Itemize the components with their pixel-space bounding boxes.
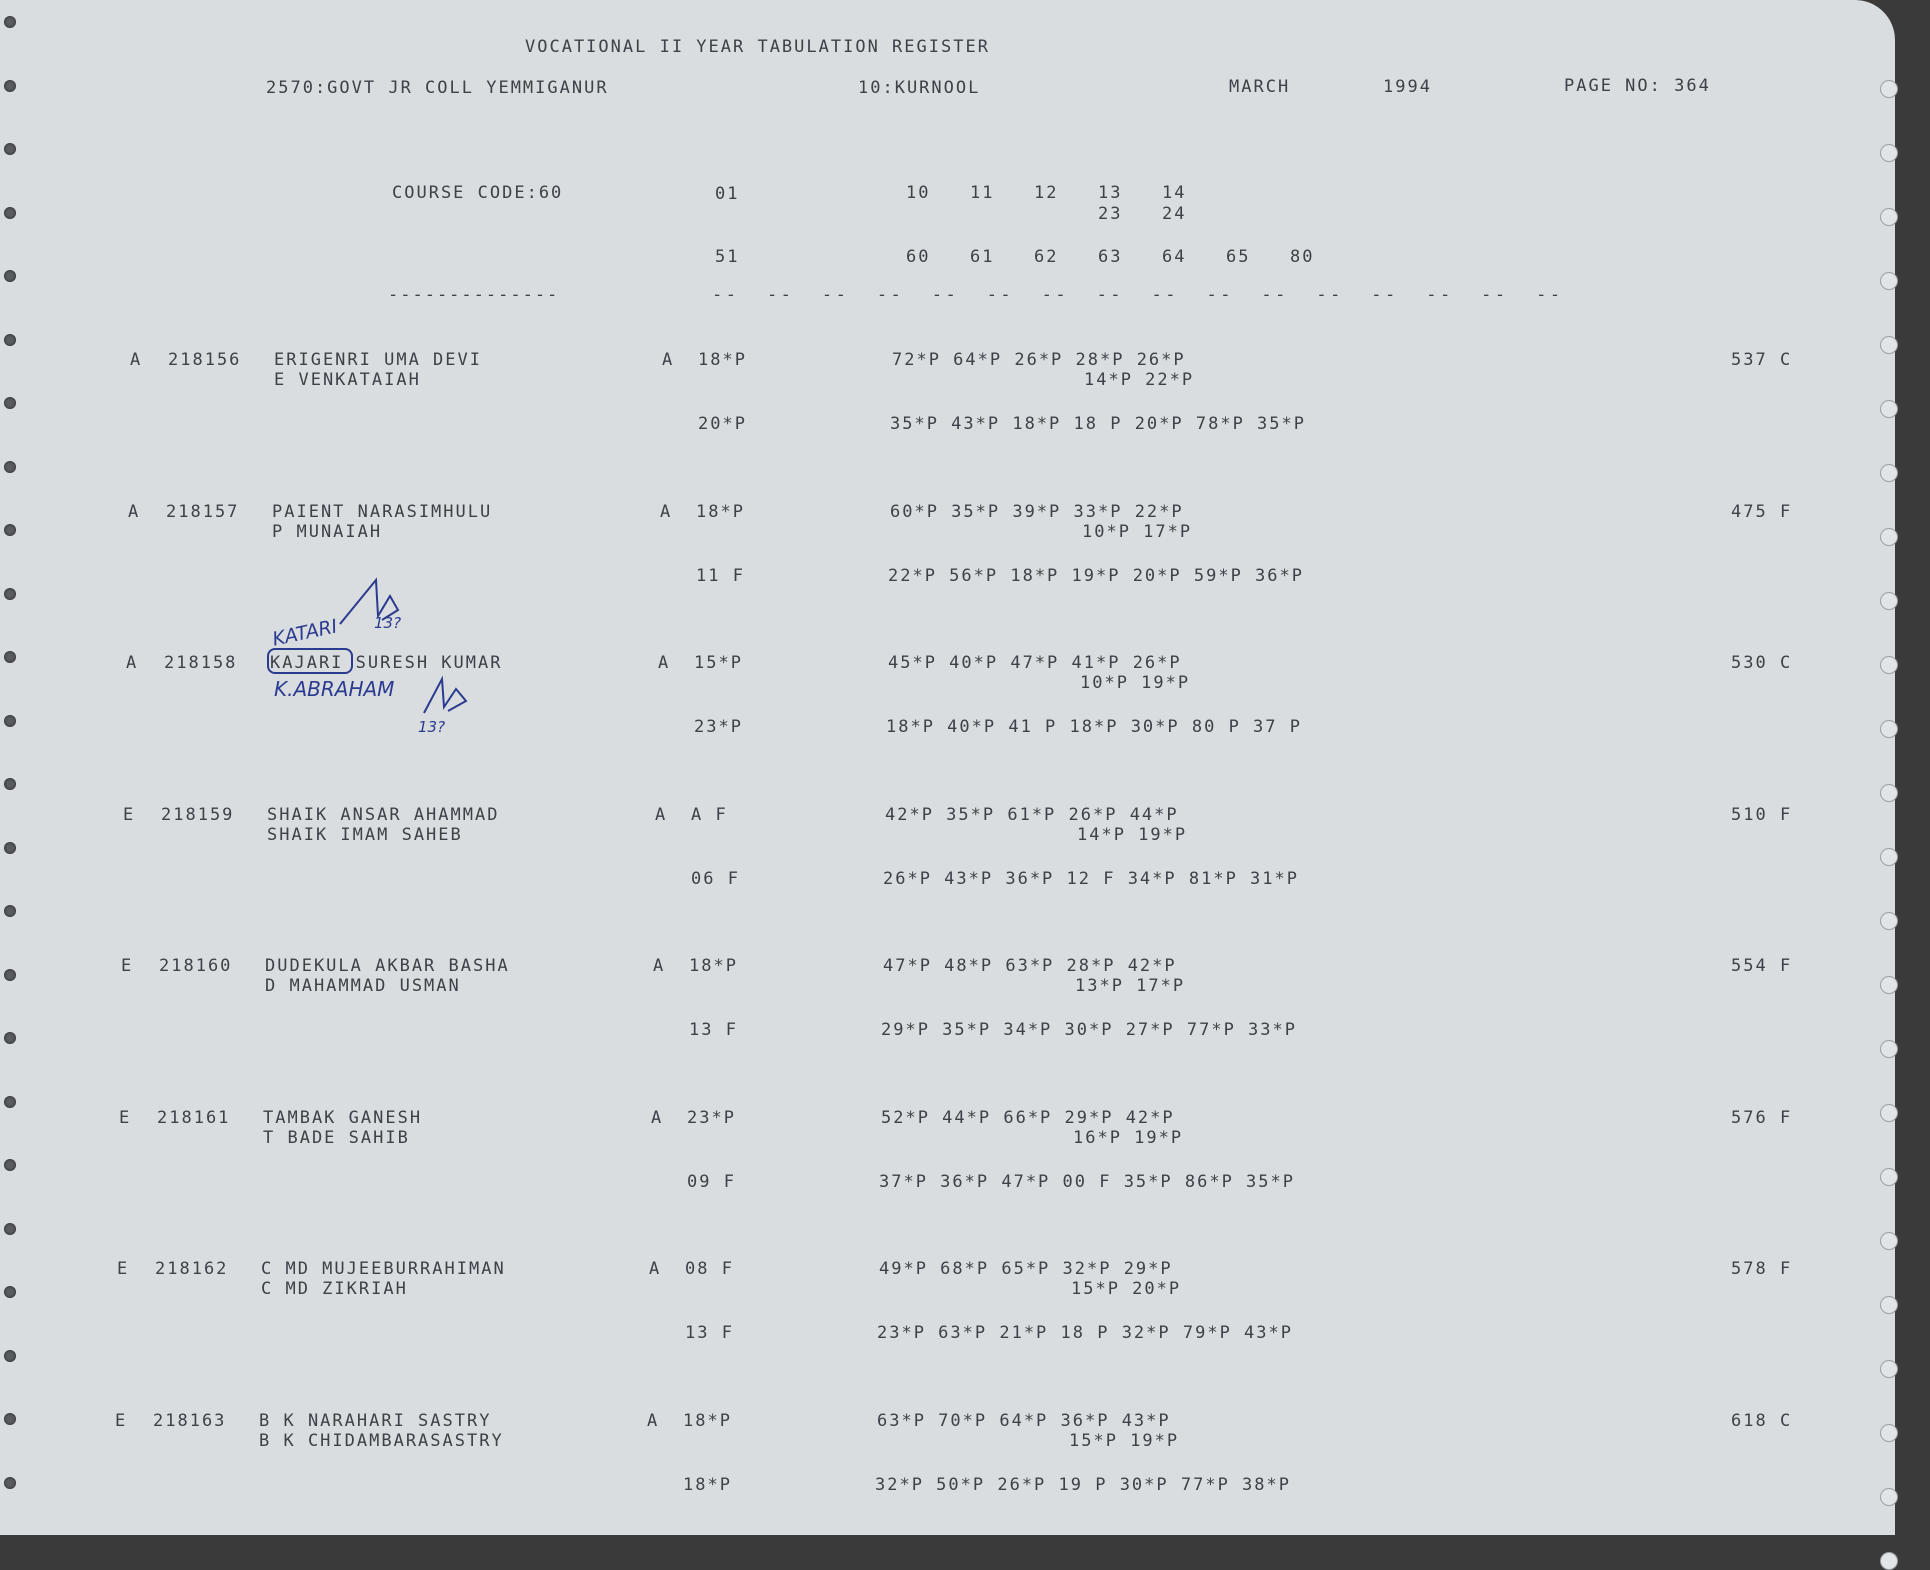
feed-hole — [1880, 592, 1898, 610]
student-name: C MD MUJEEBURRAHIMAN — [261, 1259, 506, 1279]
binding-hole — [4, 143, 16, 155]
roll-number: 218157 — [166, 502, 240, 522]
parent-name: SHAIK IMAM SAHEB — [267, 825, 463, 845]
subject-51-mark: 06 F — [691, 869, 740, 889]
marks-row-1: 60*P 35*P 39*P 33*P 22*P — [890, 502, 1184, 522]
marks-row-3: 23*P 63*P 21*P 18 P 32*P 79*P 43*P — [877, 1323, 1293, 1343]
feed-hole — [1880, 1488, 1898, 1506]
total-result: 510 F — [1731, 805, 1793, 825]
binding-hole — [4, 334, 16, 346]
heading-rule-name: -------------- — [388, 285, 560, 305]
col-head-65: 65 — [1226, 247, 1251, 267]
binding-hole — [4, 905, 16, 917]
marks-row-3: 26*P 43*P 36*P 12 F 34*P 81*P 31*P — [883, 869, 1299, 889]
feed-hole — [1880, 1104, 1898, 1122]
total-result: 475 F — [1731, 502, 1793, 522]
feed-hole — [1880, 208, 1898, 226]
col-head-64: 64 — [1162, 247, 1187, 267]
marks-row-3: 35*P 43*P 18*P 18 P 20*P 78*P 35*P — [890, 414, 1306, 434]
feed-hole — [1880, 1232, 1898, 1250]
feed-hole — [1880, 1552, 1898, 1570]
feed-hole — [1880, 80, 1898, 98]
binding-hole — [4, 1159, 16, 1171]
marks-row-3: 29*P 35*P 34*P 30*P 27*P 77*P 33*P — [881, 1020, 1297, 1040]
handwritten-initials-note-bottom: 13? — [418, 718, 446, 736]
binding-hole — [4, 651, 16, 663]
exam-year: 1994 — [1383, 77, 1432, 97]
category: A — [128, 502, 141, 522]
binding-hole — [4, 588, 16, 600]
category: A — [130, 350, 143, 370]
marks-row-2: 14*P 22*P — [1084, 370, 1195, 390]
feed-hole — [1880, 976, 1898, 994]
college-name: 2570:GOVT JR COLL YEMMIGANUR — [266, 78, 609, 98]
medium: A — [658, 653, 671, 673]
signature-initials-bottom — [422, 675, 482, 725]
col-head-60: 60 — [906, 247, 931, 267]
roll-number: 218162 — [155, 1259, 229, 1279]
feed-hole — [1880, 336, 1898, 354]
binding-hole — [4, 969, 16, 981]
marks-row-2: 10*P 19*P — [1080, 673, 1191, 693]
medium: A — [649, 1259, 662, 1279]
binding-hole — [4, 778, 16, 790]
col-head-24: 24 — [1162, 204, 1187, 224]
category: E — [121, 956, 134, 976]
marks-row-1: 63*P 70*P 64*P 36*P 43*P — [877, 1411, 1171, 1431]
binding-hole — [4, 1032, 16, 1044]
feed-hole — [1880, 720, 1898, 738]
handwritten-correction-parent: K.ABRAHAM — [274, 677, 395, 701]
subject-01-mark: 18*P — [696, 502, 745, 522]
col-head-10: 10 — [906, 183, 931, 203]
medium: A — [660, 502, 673, 522]
binding-hole — [4, 397, 16, 409]
roll-number: 218156 — [168, 350, 242, 370]
binding-hole — [4, 524, 16, 536]
parent-name: D MAHAMMAD USMAN — [265, 976, 461, 996]
binding-hole — [4, 715, 16, 727]
binding-hole — [4, 1096, 16, 1108]
binding-hole — [4, 270, 16, 282]
marks-row-2: 13*P 17*P — [1075, 976, 1186, 996]
subject-01-mark: A F — [691, 805, 728, 825]
binding-hole — [4, 1413, 16, 1425]
roll-number: 218159 — [161, 805, 235, 825]
parent-name: P MUNAIAH — [272, 522, 383, 542]
category: E — [115, 1411, 128, 1431]
feed-hole — [1880, 272, 1898, 290]
col-head-23: 23 — [1098, 204, 1123, 224]
student-name: ERIGENRI UMA DEVI — [274, 350, 482, 370]
roll-number: 218163 — [153, 1411, 227, 1431]
marks-row-1: 45*P 40*P 47*P 41*P 26*P — [888, 653, 1182, 673]
feed-hole — [1880, 528, 1898, 546]
col-head-13: 13 — [1098, 183, 1123, 203]
col-head-11: 11 — [970, 183, 995, 203]
feed-hole — [1880, 784, 1898, 802]
binding-hole — [4, 461, 16, 473]
marks-row-3: 37*P 36*P 47*P 00 F 35*P 86*P 35*P — [879, 1172, 1295, 1192]
medium: A — [662, 350, 675, 370]
category: E — [119, 1108, 132, 1128]
binding-hole — [4, 1223, 16, 1235]
marks-row-2: 15*P 20*P — [1071, 1279, 1182, 1299]
marks-row-3: 32*P 50*P 26*P 19 P 30*P 77*P 38*P — [875, 1475, 1291, 1495]
col-head-01: 01 — [715, 184, 740, 204]
feed-hole — [1880, 912, 1898, 930]
subject-01-mark: 23*P — [687, 1108, 736, 1128]
total-result: 576 F — [1731, 1108, 1793, 1128]
feed-hole — [1880, 1296, 1898, 1314]
heading-rule-columns: -- -- -- -- -- -- -- -- -- -- -- -- -- -- -- -- — [712, 285, 1564, 305]
marks-row-2: 10*P 17*P — [1082, 522, 1193, 542]
feed-hole — [1880, 144, 1898, 162]
feed-hole — [1880, 1360, 1898, 1378]
medium: A — [647, 1411, 660, 1431]
subject-01-mark: 18*P — [683, 1411, 732, 1431]
category: A — [126, 653, 139, 673]
roll-number: 218160 — [159, 956, 233, 976]
medium: A — [651, 1108, 664, 1128]
category: E — [123, 805, 136, 825]
parent-name: B K CHIDAMBARASASTRY — [259, 1431, 504, 1451]
feed-hole — [1880, 1040, 1898, 1058]
binding-hole — [4, 1350, 16, 1362]
binding-hole — [4, 842, 16, 854]
exam-month: MARCH — [1229, 77, 1291, 97]
subject-01-mark: 18*P — [689, 956, 738, 976]
subject-51-mark: 20*P — [698, 414, 747, 434]
district-name: 10:KURNOOL — [858, 78, 981, 98]
parent-name: E VENKATAIAH — [274, 370, 421, 390]
feed-hole — [1880, 1424, 1898, 1442]
marks-row-2: 14*P 19*P — [1077, 825, 1188, 845]
col-head-62: 62 — [1034, 247, 1059, 267]
subject-51-mark: 23*P — [694, 717, 743, 737]
total-result: 530 C — [1731, 653, 1793, 673]
parent-name: C MD ZIKRIAH — [261, 1279, 408, 1299]
binding-hole — [4, 207, 16, 219]
roll-number: 218161 — [157, 1108, 231, 1128]
left-binding-holes — [0, 0, 20, 1535]
feed-hole — [1880, 1168, 1898, 1186]
marks-row-3: 22*P 56*P 18*P 19*P 20*P 59*P 36*P — [888, 566, 1304, 586]
binding-hole — [4, 16, 16, 28]
total-result: 554 F — [1731, 956, 1793, 976]
total-result: 537 C — [1731, 350, 1793, 370]
register-title: VOCATIONAL II YEAR TABULATION REGISTER — [525, 37, 990, 57]
col-head-80: 80 — [1290, 247, 1315, 267]
total-result: 578 F — [1731, 1259, 1793, 1279]
signature-initials-top — [338, 576, 418, 636]
feed-hole — [1880, 400, 1898, 418]
marks-row-1: 49*P 68*P 65*P 32*P 29*P — [879, 1259, 1173, 1279]
binding-hole — [4, 1286, 16, 1298]
category: E — [117, 1259, 130, 1279]
marks-row-2: 16*P 19*P — [1073, 1128, 1184, 1148]
feed-hole — [1880, 464, 1898, 482]
col-head-12: 12 — [1034, 183, 1059, 203]
handwritten-correction-surname: KATARI — [270, 615, 340, 651]
marks-row-1: 52*P 44*P 66*P 29*P 42*P — [881, 1108, 1175, 1128]
subject-51-mark: 18*P — [683, 1475, 732, 1495]
binding-hole — [4, 1477, 16, 1489]
col-head-51: 51 — [715, 247, 740, 267]
medium: A — [655, 805, 668, 825]
student-name: B K NARAHARI SASTRY — [259, 1411, 492, 1431]
student-name: DUDEKULA AKBAR BASHA — [265, 956, 510, 976]
marks-row-1: 42*P 35*P 61*P 26*P 44*P — [885, 805, 1179, 825]
binding-hole — [4, 80, 16, 92]
feed-hole — [1880, 656, 1898, 674]
total-result: 618 C — [1731, 1411, 1793, 1431]
student-name: SHAIK ANSAR AHAMMAD — [267, 805, 500, 825]
subject-01-mark: 15*P — [694, 653, 743, 673]
marks-row-2: 15*P 19*P — [1069, 1431, 1180, 1451]
student-name: TAMBAK GANESH — [263, 1108, 423, 1128]
marks-row-1: 47*P 48*P 63*P 28*P 42*P — [883, 956, 1177, 976]
col-head-63: 63 — [1098, 247, 1123, 267]
handwritten-initials-note-top: 13? — [374, 614, 402, 632]
subject-01-mark: 18*P — [698, 350, 747, 370]
medium: A — [653, 956, 666, 976]
col-head-61: 61 — [970, 247, 995, 267]
roll-number: 218158 — [164, 653, 238, 673]
parent-name: T BADE SAHIB — [263, 1128, 410, 1148]
student-name: PAIENT NARASIMHULU — [272, 502, 493, 522]
subject-51-mark: 11 F — [696, 566, 745, 586]
course-code: COURSE CODE:60 — [392, 183, 564, 203]
col-head-14: 14 — [1162, 183, 1187, 203]
page-number: PAGE NO: 364 — [1564, 76, 1711, 96]
circled-surname-mark — [267, 648, 353, 674]
right-feed-holes — [1880, 0, 1900, 1535]
marks-row-1: 72*P 64*P 26*P 28*P 26*P — [892, 350, 1186, 370]
student-name: KAJARI SURESH KUMAR — [270, 653, 503, 673]
marks-row-3: 18*P 40*P 41 P 18*P 30*P 80 P 37 P — [886, 717, 1302, 737]
subject-01-mark: 08 F — [685, 1259, 734, 1279]
subject-51-mark: 09 F — [687, 1172, 736, 1192]
feed-hole — [1880, 848, 1898, 866]
subject-51-mark: 13 F — [689, 1020, 738, 1040]
subject-51-mark: 13 F — [685, 1323, 734, 1343]
